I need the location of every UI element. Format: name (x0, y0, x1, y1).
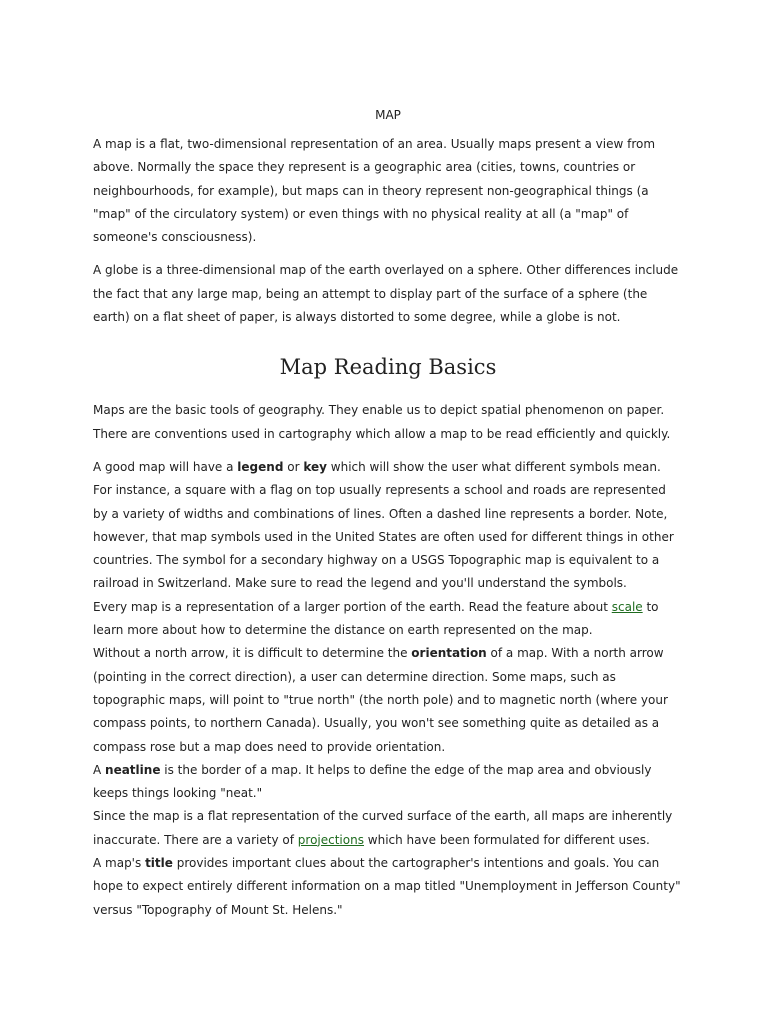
orientation-text-before: Without a north arrow, it is difficult to determine the (93, 646, 412, 661)
projection-text-after: which have been formulated for different uses. (363, 832, 650, 847)
projection-text-before: Since the map is a flat representation of the curved surface of the earth, all maps are inherently inaccurate. There are a variety of (93, 809, 673, 847)
scale-text-after: to learn more about how to determine the distance on earth represented on the map. (93, 599, 659, 638)
orientation-text-after: of a map. With a north arrow (pointing in the correct direction), a user can determine direction. Some maps, such as topographic maps, will point to "true north" (the north pole) and to magnetic north (where your compass points, to northern Canada). Usually, you won't see something quite as detailed as a compass rose but a map does need to provide orientation. (93, 646, 668, 754)
neatline-term: neatline (105, 762, 161, 777)
scale-text-before: Every map is a representation of a larger portion of the earth. Read the feature about (93, 599, 612, 614)
neatline-text-before: A (93, 762, 106, 777)
key-term: key (303, 459, 327, 474)
legend-term: legend (237, 459, 284, 474)
intro-paragraph-1: A map is a flat, two-dimensional representation of an area. Usually maps present a view from above. Normally the space they represent is a geographic area (cities, towns, countries or neighbourhoods, for example), but maps can in theory represent non-geographical things (a "map" of the circulatory system) or even things with no physical reality at all (a "map" of someone's consciousness). (93, 137, 656, 245)
neatline-paragraph (93, 759, 683, 806)
title-term: title (145, 856, 173, 871)
legend-text-mid: or (283, 459, 304, 474)
orientation-term: orientation (411, 646, 487, 661)
legend-text-before: A good map will have a (93, 459, 238, 474)
scale-link[interactable]: scale (611, 599, 643, 614)
title-text-before: A map's (93, 856, 146, 871)
projection-paragraph (93, 805, 683, 852)
projections-link[interactable]: projections (297, 832, 364, 847)
legend-paragraph (93, 456, 683, 596)
title-text-after: provides important clues about the cartographer's intentions and goals. You can hope to expect entirely different information on a map titled "Unemployment in Jefferson County" versus "Topography of Mount St. Helens." (93, 856, 681, 917)
legend-text-after: which will show the user what different symbols mean. For instance, a square with a flag on top usually represents a school and roads are represented by a variety of widths and combinations of lines. Often a dashed line represents a border. Note, however, that map symbols used in the United States are often used for different things in other countries. The symbol for a secondary highway on a USGS Topographic map is equivalent to a railroad in Switzerland. Make sure to read the legend and you'll understand the symbols. (93, 459, 674, 591)
orientation-paragraph (93, 642, 683, 758)
neatline-text-after: is the border of a map. It helps to define the edge of the map area and obviously keeps things looking "neat." (93, 762, 652, 801)
title-paragraph (93, 852, 683, 922)
intro-paragraph-2: A globe is a three-dimensional map of the earth overlayed on a sphere. Other differences include the fact that any large map, being an attempt to display part of the surface of a sphere (the earth) on a flat sheet of paper, is always distorted to some degree, while a globe is not. (93, 263, 679, 325)
scale-paragraph (93, 596, 683, 643)
document-content (93, 107, 683, 922)
section-heading: Map Reading Basics (279, 355, 497, 380)
document-title: MAP (375, 108, 401, 122)
section-intro-paragraph: Maps are the basic tools of geography. They enable us to depict spatial phenomenon on paper. There are conventions used in cartography which allow a map to be read efficiently and quickly. (93, 403, 671, 441)
